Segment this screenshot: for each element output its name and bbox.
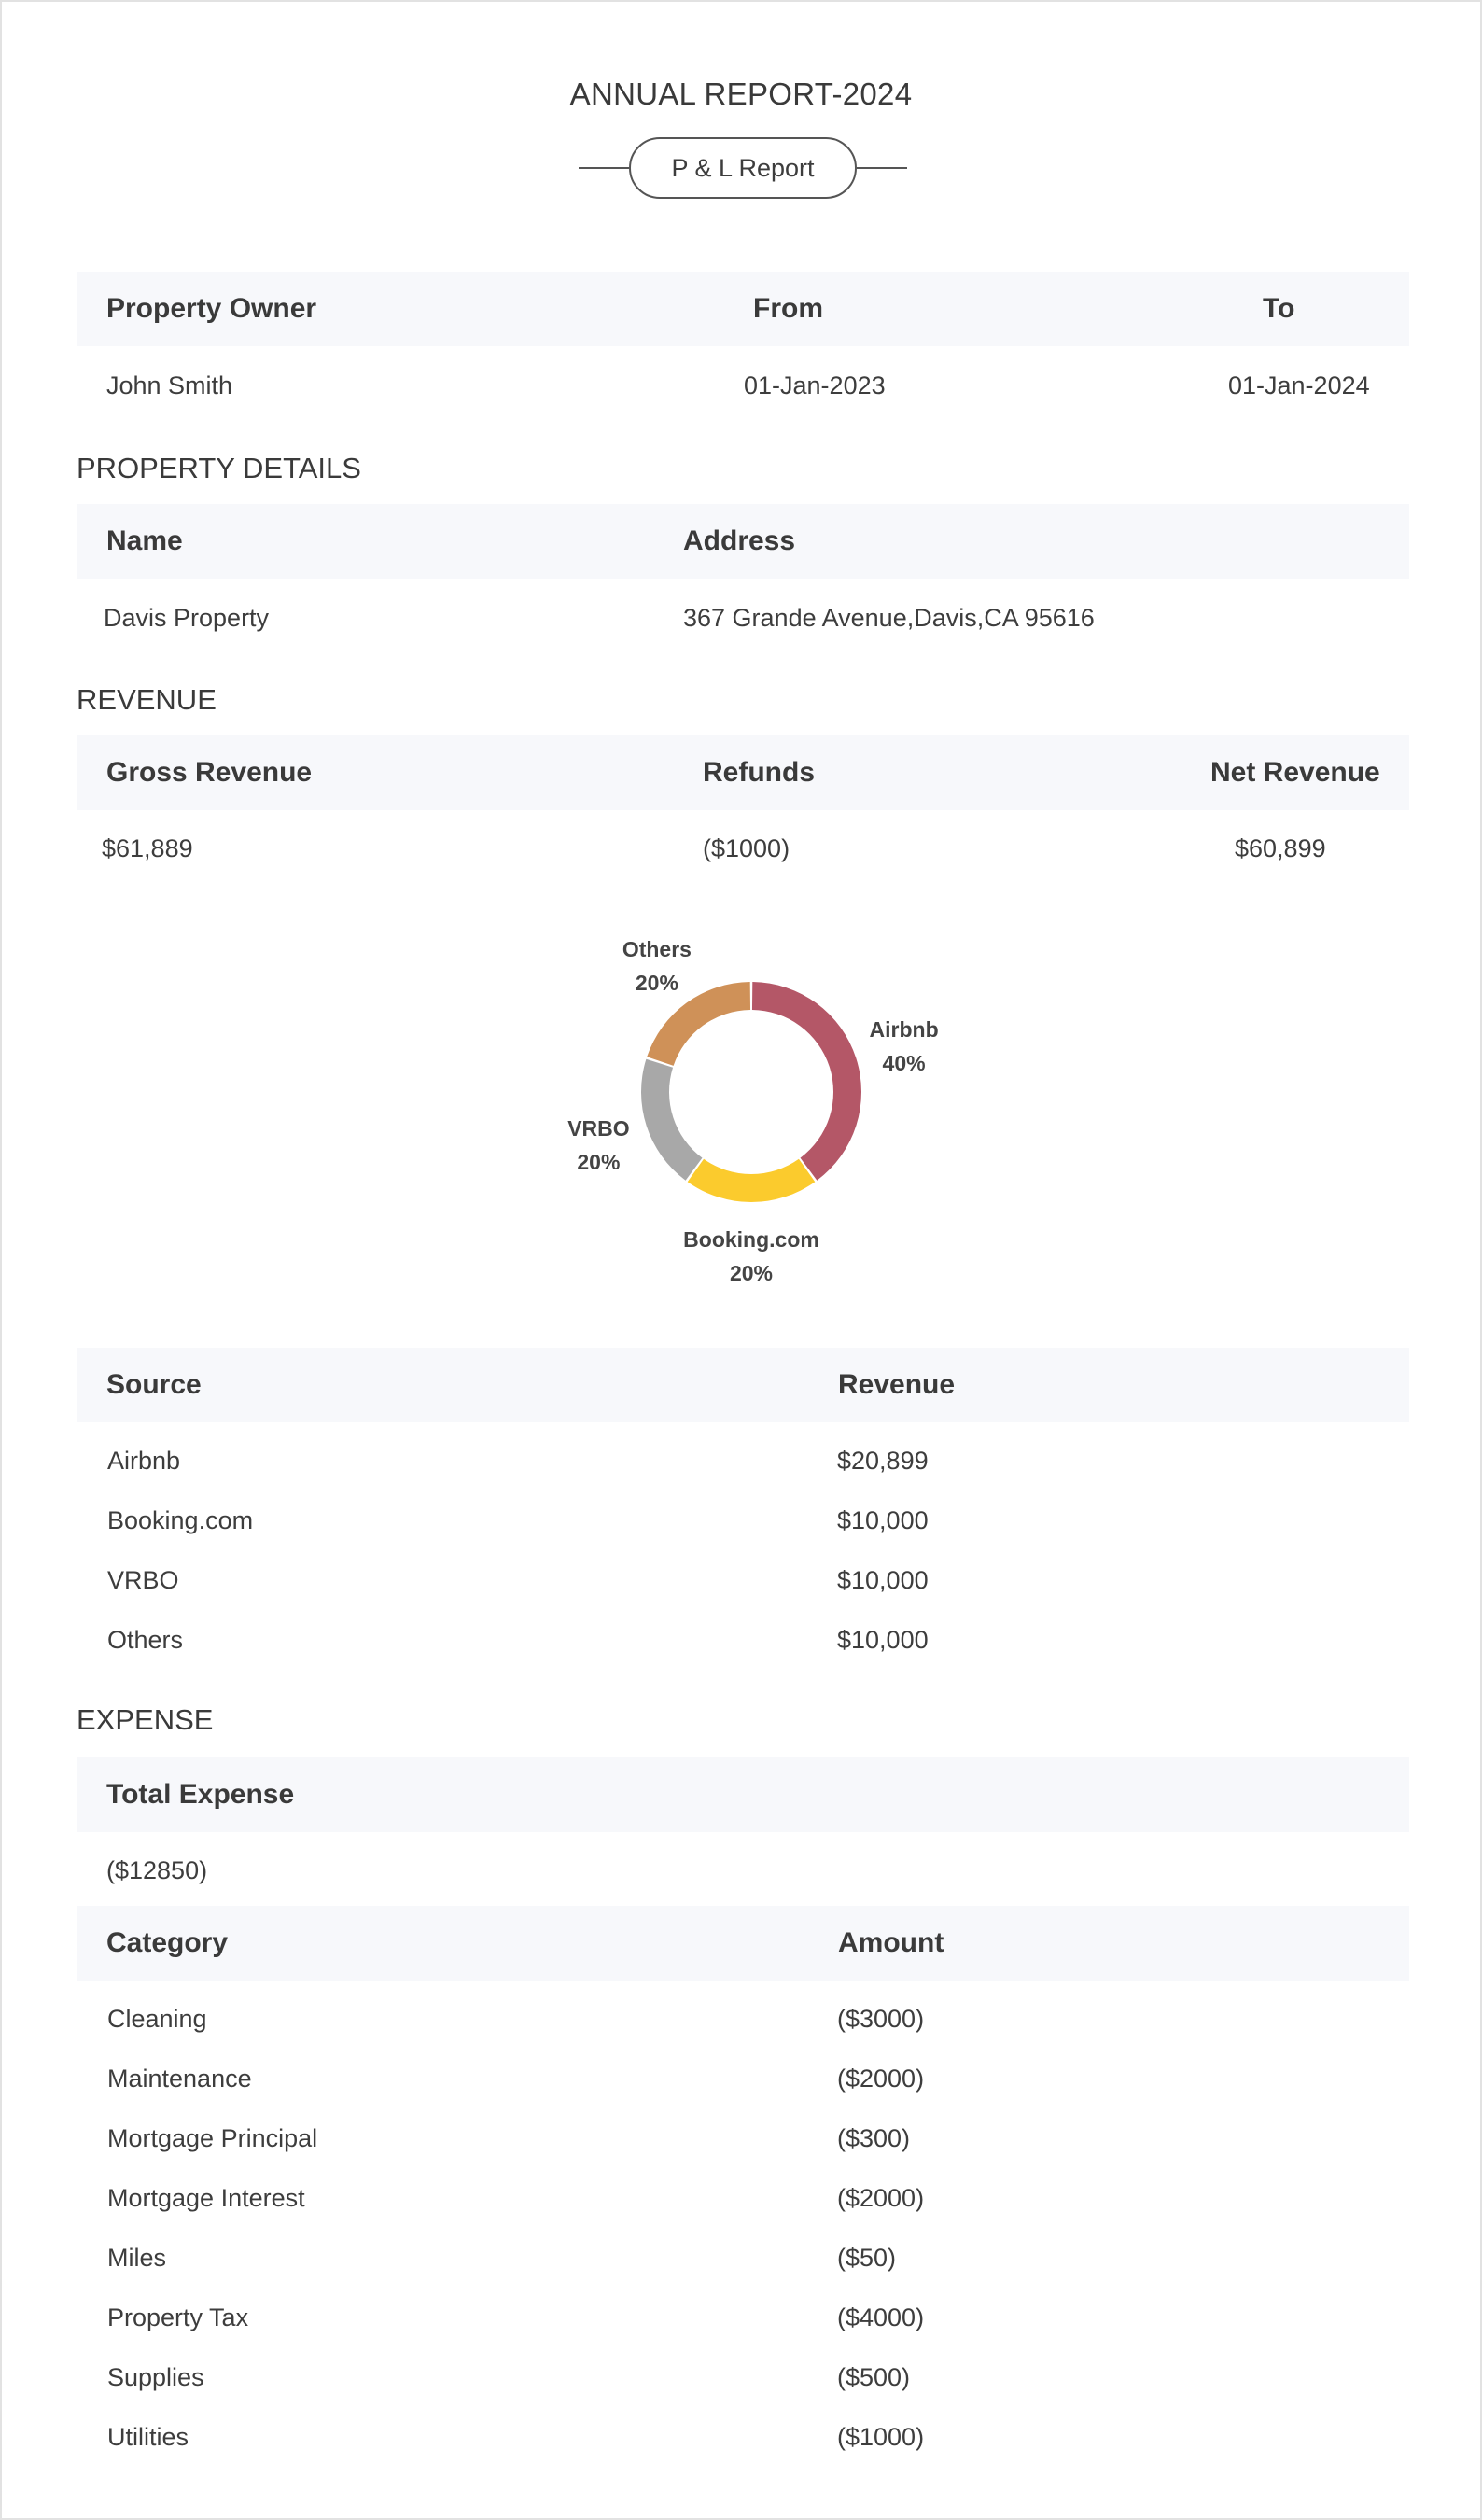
slice-label-others: Others (622, 936, 692, 961)
expense-category: Utilities (107, 2423, 189, 2451)
source-name: Others (107, 1626, 184, 1654)
slice-label-booking-com: Booking.com (683, 1227, 819, 1252)
expense-amount: ($2000) (837, 2065, 925, 2093)
report-type-badge: P & L Report (629, 137, 857, 199)
gross-revenue-value: $61,889 (102, 834, 193, 862)
expense-amount: ($50) (837, 2244, 897, 2272)
source-revenue: $10,000 (837, 1506, 929, 1534)
expense-amount: ($1000) (837, 2423, 925, 2451)
net-revenue-value: $60,899 (1235, 834, 1326, 862)
expense-category: Mortgage Interest (107, 2184, 305, 2212)
header-total-expense: Total Expense (106, 1779, 295, 1810)
expense-amount: ($4000) (837, 2303, 925, 2331)
to-date: 01-Jan-2024 (1228, 371, 1370, 399)
slice-value-others: 20% (635, 970, 678, 995)
refunds-value: ($1000) (703, 834, 790, 862)
slice-value-vrbo: 20% (577, 1150, 621, 1175)
header-amount: Amount (838, 1927, 944, 1958)
revenue-source-chart (524, 926, 972, 1299)
source-table-header (77, 1348, 1409, 1422)
owner-name: John Smith (106, 371, 233, 399)
expense-category: Property Tax (107, 2303, 249, 2331)
slice-label-vrbo: VRBO (567, 1116, 630, 1141)
header-source: Source (106, 1369, 202, 1400)
slice-vrbo (641, 1059, 702, 1181)
slice-label-airbnb: Airbnb (869, 1016, 939, 1042)
expense-amount: ($300) (837, 2124, 911, 2152)
slice-booking-com (688, 1159, 816, 1202)
badge-line-right (857, 167, 907, 169)
source-revenue: $20,899 (837, 1447, 929, 1475)
expense-amount: ($500) (837, 2363, 911, 2391)
source-name: VRBO (107, 1566, 179, 1594)
header-property-owner: Property Owner (106, 293, 317, 324)
header-refunds: Refunds (703, 757, 815, 788)
revenue-table-header (77, 735, 1409, 810)
slice-airbnb (752, 982, 861, 1181)
total-expense-header (77, 1757, 1409, 1832)
expense-category: Mortgage Principal (107, 2124, 318, 2152)
expense-category: Cleaning (107, 2005, 207, 2033)
property-address: 367 Grande Avenue,Davis,CA 95616 (683, 604, 1095, 632)
category-table-header (77, 1906, 1409, 1981)
header-to: To (1263, 293, 1295, 324)
report-title: ANNUAL REPORT-2024 (569, 77, 913, 111)
donut-chart-svg (524, 926, 972, 1299)
expense-heading: EXPENSE (77, 1703, 214, 1736)
property-name: Davis Property (104, 604, 270, 632)
source-name: Airbnb (107, 1447, 181, 1475)
header-name: Name (106, 525, 183, 556)
from-date: 01-Jan-2023 (744, 371, 886, 399)
source-revenue: $10,000 (837, 1626, 929, 1654)
expense-amount: ($3000) (837, 2005, 925, 2033)
source-name: Booking.com (107, 1506, 254, 1534)
header-category: Category (106, 1927, 229, 1958)
expense-category: Miles (107, 2244, 167, 2272)
source-revenue: $10,000 (837, 1566, 929, 1594)
header-from: From (753, 293, 823, 324)
property-table-header (77, 504, 1409, 579)
owner-table-header (77, 272, 1409, 346)
badge-line-left (579, 167, 629, 169)
slice-value-airbnb: 40% (882, 1050, 926, 1075)
header-revenue: Revenue (838, 1369, 956, 1400)
revenue-heading: REVENUE (77, 683, 217, 716)
total-expense-value: ($12850) (106, 1856, 208, 1884)
expense-category: Supplies (107, 2363, 204, 2391)
header-gross-revenue: Gross Revenue (106, 757, 313, 788)
property-details-heading: PROPERTY DETAILS (77, 452, 361, 484)
slice-value-booking-com: 20% (729, 1261, 774, 1285)
header-net-revenue: Net Revenue (1210, 757, 1380, 788)
expense-category: Maintenance (107, 2065, 252, 2093)
header-address: Address (683, 525, 796, 556)
expense-amount: ($2000) (837, 2184, 925, 2212)
